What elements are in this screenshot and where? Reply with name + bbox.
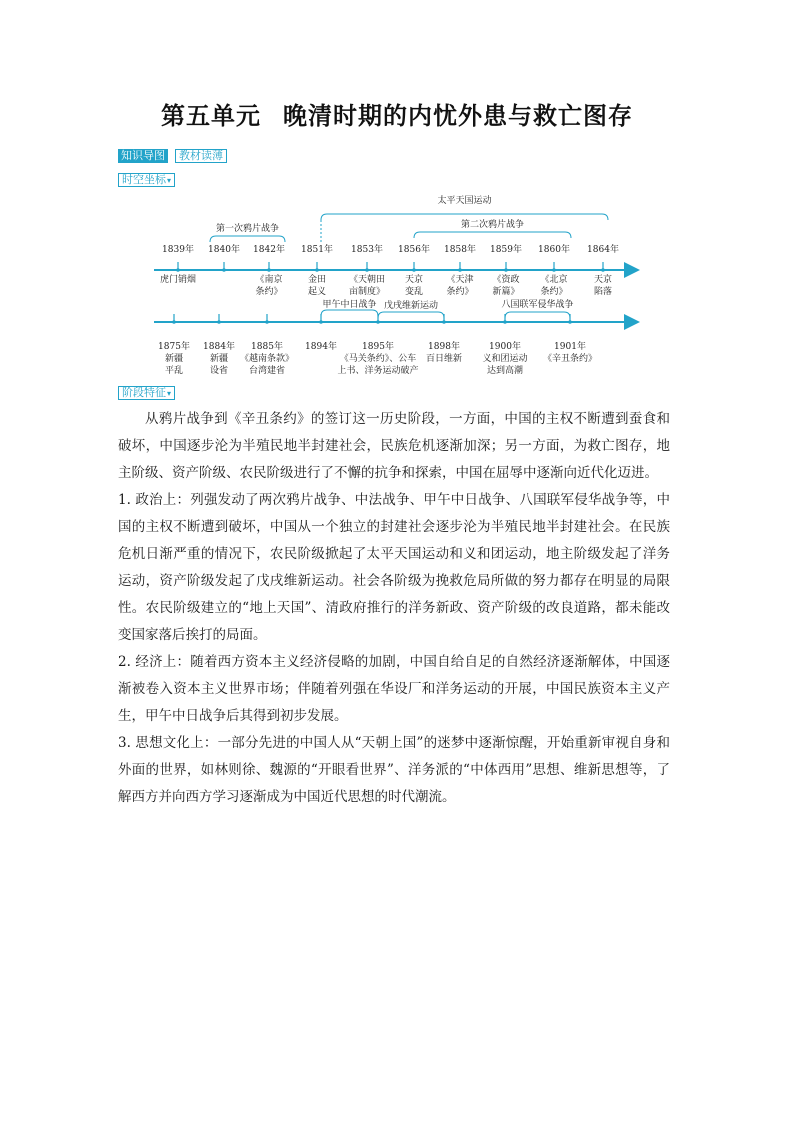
- timeline2-event-label: 《越南条款》: [239, 354, 295, 364]
- timeline2-tick-dot: [172, 320, 176, 324]
- timeline2-event-label: 新疆: [209, 354, 229, 364]
- timeline2-year-label: 1895年: [362, 342, 394, 352]
- timeline1-event-label: 《北京: [540, 275, 568, 285]
- timeline1-bracket-label: 第一次鸦片战争: [215, 224, 280, 234]
- timeline2-bracket: [378, 312, 444, 318]
- timeline2-bracket-label: 八国联军侵华战争: [501, 300, 574, 310]
- timeline1-tick-dot: [267, 268, 271, 272]
- timeline2-bracket-label: 甲午中日战争: [322, 300, 377, 310]
- timeline2-tick-dot: [503, 320, 507, 324]
- timeline2-event-label: 《马关条约》、公车: [339, 354, 417, 364]
- timeline1-event-label: 《天朝田: [348, 275, 386, 285]
- timeline1-event-label: 天京: [404, 275, 424, 285]
- knowledge-map-tag: 知识导图: [118, 149, 168, 163]
- timeline1-event-label: 虎门销烟: [159, 275, 197, 285]
- timeline2-year-label: 1898年: [428, 342, 460, 352]
- timeline1-event-label: 条约》: [255, 287, 283, 297]
- time-coordinate-tag: 时空坐标 ▾: [118, 173, 175, 187]
- timeline1-event-label: 《南京: [255, 275, 283, 285]
- timeline2-event-label: 《辛丑条约》: [542, 354, 598, 364]
- timeline1-tick-dot: [552, 268, 556, 272]
- timeline2-tick-dot: [217, 320, 221, 324]
- timeline1-tick-dot: [222, 268, 226, 272]
- timeline1-tick-dot: [504, 268, 508, 272]
- timeline1-bracket-label: 太平天国运动: [437, 196, 492, 206]
- textbook-reading-tag: 教材读薄: [175, 149, 227, 163]
- timeline1-bracket-label: 第二次鸦片战争: [460, 220, 525, 230]
- timeline2-tick-dot: [568, 320, 572, 324]
- timeline1-tick-dot: [176, 268, 180, 272]
- timeline2-year-label: 1885年: [251, 342, 283, 352]
- timeline2-event-label: 台湾建省: [248, 366, 286, 376]
- timeline1-tick-dot: [365, 268, 369, 272]
- timeline1-year-label: 1856年: [398, 245, 430, 255]
- timeline2-event-label: 上书、洋务运动破产: [337, 366, 419, 376]
- timeline1-tick-dot: [601, 268, 605, 272]
- timeline1-event-label: 天京: [593, 275, 613, 285]
- timeline1-event-label: 变乱: [404, 287, 424, 297]
- timeline1-year-label: 1839年: [162, 245, 194, 255]
- timeline2-event-label: 设省: [209, 366, 229, 376]
- timeline1-bracket: [414, 232, 571, 238]
- timeline1-event-label: 《天津: [446, 275, 474, 285]
- unit-title: 晚清时期的内忧外患与救亡图存: [283, 102, 633, 130]
- stage-point-culture: 3. 思想文化上：一部分先进的中国人从“天朝上国”的迷梦中逐渐惊醒，开始重新审视自身和外面的世界，如林则徐、魏源的“开眼看世界”、洋务派的“中体西用”思想、维新思想等，了解西方并向西方学习逐渐成为中国近代思想的时代潮流。: [118, 735, 670, 805]
- timeline1-year-label: 1840年: [208, 245, 240, 255]
- timeline2-year-label: 1875年: [158, 342, 190, 352]
- timeline2-event-label: 义和团运动: [482, 354, 528, 364]
- timeline1-event-label: 金田: [307, 275, 327, 285]
- stage-features-tag: 阶段特征 ▾: [118, 386, 175, 400]
- timeline2-tick-dot: [319, 320, 323, 324]
- timeline1-year-label: 1859年: [490, 245, 522, 255]
- stage-point-politics: 1. 政治上：列强发动了两次鸦片战争、中法战争、甲午中日战争、八国联军侵华战争等，中国的主权不断遭到破坏，中国从一个独立的封建社会逐步沦为半殖民地半封建社会。在民族危机日渐严重的情况下，农民阶级掀起了太平天国运动和义和团运动，地主阶级发起了洋务运动，资产阶级发起了戊戌维新运动。社会各阶级为挽救危局所做的努力都存在明显的局限性。农民阶级建立的“地上天国”、清政府推行的洋务新政、资产阶级的改良道路，都未能改变国家落后挨打的局面。: [118, 492, 670, 643]
- timeline2-tick-dot: [376, 320, 380, 324]
- timeline1-year-label: 1860年: [538, 245, 570, 255]
- timeline1-event-label: 亩制度》: [348, 287, 386, 297]
- timeline1-event-label: 起义: [307, 287, 327, 297]
- stage-intro: 从鸦片战争到《辛丑条约》的签订这一历史阶段，一方面，中国的主权不断遭到蚕食和破坏，中国逐步沦为半殖民地半封建社会，民族危机逐渐加深；另一方面，为救亡图存，地主阶级、资产阶级、农民阶级进行了不懈的抗争和探索，中国在屈辱中逐渐向近代化迈进。: [118, 411, 670, 481]
- timeline1-year-label: 1842年: [253, 245, 285, 255]
- timeline1-event-label: 陷落: [593, 287, 613, 297]
- timeline2-bracket: [505, 312, 570, 318]
- stage-features-text: [118, 406, 670, 811]
- timeline2-year-label: 1894年: [305, 342, 337, 352]
- timeline2-event-label: 新疆: [164, 354, 184, 364]
- timeline1-event-label: 条约》: [540, 287, 568, 297]
- timeline2-tick-dot: [265, 320, 269, 324]
- timeline1-year-label: 1858年: [444, 245, 476, 255]
- timeline2-event-label: 百日维新: [425, 354, 463, 364]
- timeline-figure: [0, 0, 794, 400]
- timeline1-bracket: [210, 236, 285, 242]
- timeline1-year-label: 1864年: [587, 245, 619, 255]
- timeline1-tick-dot: [412, 268, 416, 272]
- timeline2-event-label: 平乱: [164, 366, 184, 376]
- timeline2-bracket-label: 戊戌维新运动: [383, 301, 439, 311]
- timeline1-tick-dot: [458, 268, 462, 272]
- timeline1-event-label: 《资政: [492, 275, 520, 285]
- timeline2-year-label: 1884年: [203, 342, 235, 352]
- unit-label: 第五单元: [161, 102, 261, 130]
- timeline1-event-label: 条约》: [446, 287, 474, 297]
- timeline2-year-label: 1900年: [489, 342, 521, 352]
- timeline2-tick-dot: [442, 320, 446, 324]
- timeline1-event-label: 新篇》: [492, 287, 520, 297]
- timeline1-year-label: 1853年: [351, 245, 383, 255]
- stage-point-economy: 2. 经济上：随着西方资本主义经济侵略的加剧，中国自给自足的自然经济逐渐解体，中国逐渐被卷入资本主义世界市场；伴随着列强在华设厂和洋务运动的开展，中国民族资本主义产生，甲午中日战争后其得到初步发展。: [118, 654, 670, 724]
- timeline1-year-label: 1851年: [301, 245, 333, 255]
- timeline1-tick-dot: [315, 268, 319, 272]
- timeline2-bracket: [321, 310, 378, 316]
- timeline2-event-label: 达到高潮: [486, 366, 524, 376]
- timeline2-year-label: 1901年: [554, 342, 586, 352]
